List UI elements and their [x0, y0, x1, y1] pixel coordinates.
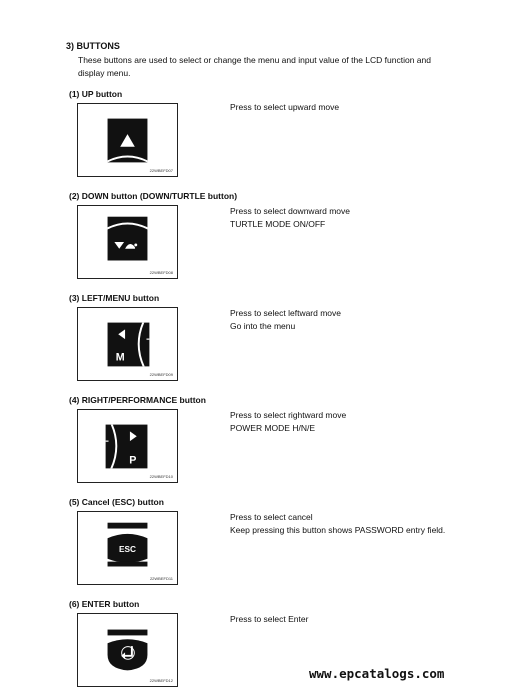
right-performance-button-image [77, 409, 178, 483]
down-turtle-icon [78, 206, 177, 278]
enter-button-heading: (6) ENTER button [69, 599, 140, 609]
left-menu-button-heading: (3) LEFT/MENU button [69, 293, 160, 303]
image-code: 22WBEFD09 [149, 372, 173, 377]
esc-button-description [230, 511, 445, 537]
image-code: 22WBEFD11 [149, 576, 173, 581]
esc-glyph: ESC [119, 544, 136, 554]
down-button-heading: (2) DOWN button (DOWN/TURTLE button) [69, 191, 238, 201]
image-code: 22WBEFD07 [149, 168, 173, 173]
desc-line: Press to select Enter [230, 614, 309, 624]
up-arrow-icon [78, 104, 177, 176]
left-menu-icon [78, 308, 177, 380]
intro-line-2: display menu. [78, 68, 131, 78]
down-button-description [230, 205, 350, 231]
desc-line: Press to select downward move [230, 206, 350, 216]
right-performance-icon [78, 410, 177, 482]
menu-glyph: M [115, 351, 125, 364]
right-performance-button-heading: (4) RIGHT/PERFORMANCE button [69, 395, 206, 405]
image-code: 22WBEFD10 [149, 474, 173, 479]
desc-line: Press to select upward move [230, 102, 340, 112]
desc-line: Keep pressing this button shows PASSWORD entry field. [230, 525, 446, 535]
section-intro [78, 54, 478, 80]
desc-line: Go into the menu [230, 321, 296, 331]
left-menu-button-description [230, 307, 341, 333]
image-code: 22WBEFD08 [149, 270, 173, 275]
enter-button-description [230, 613, 308, 626]
desc-line: Press to select leftward move [230, 308, 342, 318]
left-menu-button-image [77, 307, 178, 381]
section-title: 3) BUTTONS [66, 41, 120, 51]
esc-button-heading: (5) Cancel (ESC) button [69, 497, 164, 507]
up-button-image [77, 103, 178, 177]
desc-line: TURTLE MODE ON/OFF [230, 219, 326, 229]
up-button-heading: (1) UP button [69, 89, 123, 99]
esc-button-image [77, 511, 178, 585]
right-performance-button-description [230, 409, 346, 435]
up-button-description [230, 101, 339, 114]
intro-line-1: These buttons are used to select or change the menu and input value of the LCD function and [78, 55, 431, 65]
esc-icon [78, 512, 177, 584]
desc-line: Press to select rightward move [230, 410, 347, 420]
desc-line: POWER MODE H/N/E [230, 423, 316, 433]
watermark: www.epcatalogs.com [309, 666, 445, 681]
enter-button-image [77, 613, 178, 687]
image-code: 22WBEFD12 [149, 678, 173, 683]
enter-icon [78, 614, 177, 686]
down-button-image [77, 205, 178, 279]
performance-glyph: P [129, 454, 137, 467]
desc-line: Press to select cancel [230, 512, 313, 522]
